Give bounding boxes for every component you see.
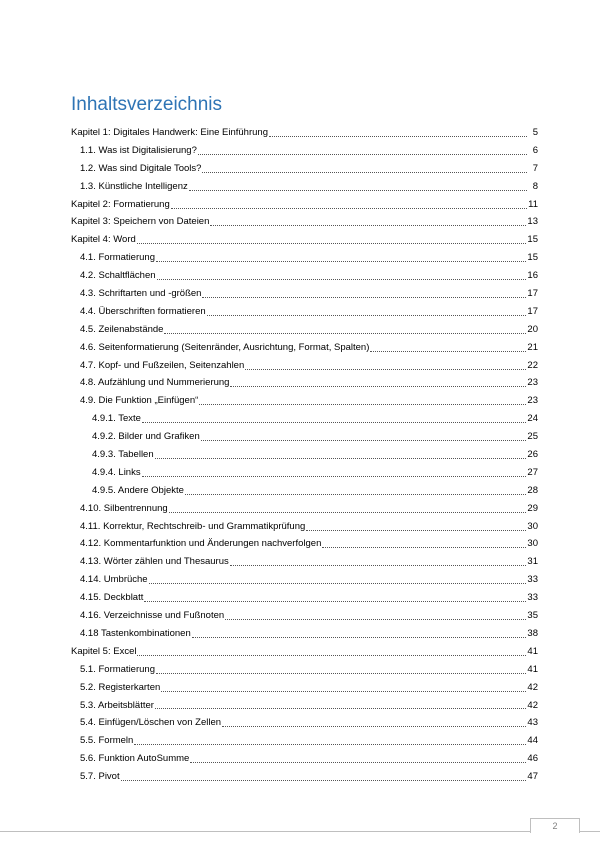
toc-entry-label: 4.9.3. Tabellen <box>92 449 154 461</box>
toc-entry-label: Kapitel 5: Excel <box>71 645 137 657</box>
toc-entry-label: 4.4. Überschriften formatieren <box>80 305 206 317</box>
toc-entry-label: 5.4. Einfügen/Löschen von Zellen <box>80 717 222 729</box>
toc-entry[interactable] <box>71 428 538 446</box>
toc-dot-leader <box>190 761 526 763</box>
page-number: 2 <box>530 818 580 833</box>
toc-dot-leader <box>198 153 527 155</box>
toc-entry-page: 25 <box>527 431 538 443</box>
toc-dot-leader <box>210 224 526 226</box>
toc-dot-leader <box>137 654 526 656</box>
page-title: Inhaltsverzeichnis <box>71 94 223 115</box>
toc-entry-label: 4.2. Schaltflächen <box>80 270 156 282</box>
toc-dot-leader <box>134 743 526 745</box>
toc-entry-page: 30 <box>527 520 538 532</box>
toc-dot-leader <box>230 385 526 387</box>
toc-entry-page: 33 <box>527 592 538 604</box>
toc-entry[interactable] <box>71 697 538 715</box>
toc-entry-page: 22 <box>527 359 538 371</box>
toc-entry[interactable] <box>71 374 538 392</box>
toc-entry-page: 38 <box>527 627 538 639</box>
toc-entry-label: 1.2. Was sind Digitale Tools? <box>80 162 202 174</box>
toc-entry-label: 5.7. Pivot <box>80 771 120 783</box>
toc-entry-page: 21 <box>527 341 538 353</box>
toc-dot-leader <box>155 707 526 709</box>
toc-dot-leader <box>306 529 526 531</box>
toc-dot-leader <box>201 439 527 441</box>
toc-dot-leader <box>207 314 527 316</box>
toc-entry[interactable] <box>71 285 538 303</box>
toc-entry[interactable] <box>71 213 538 231</box>
toc-dot-leader <box>269 135 527 137</box>
toc-entry-label: 4.13. Wörter zählen und Thesaurus <box>80 556 229 568</box>
toc-dot-leader <box>157 278 527 280</box>
toc-entry[interactable] <box>71 321 538 339</box>
toc-entry[interactable] <box>71 446 538 464</box>
toc-entry-page: 17 <box>527 305 538 317</box>
toc-entry-label: 4.9.5. Andere Objekte <box>92 484 184 496</box>
toc-entry[interactable] <box>71 410 538 428</box>
toc-dot-leader <box>144 600 526 602</box>
toc-entry-label: 4.5. Zeilenabstände <box>80 323 164 335</box>
toc-entry-page: 11 <box>528 198 538 210</box>
toc-entry-page: 35 <box>527 610 538 622</box>
toc-entry[interactable] <box>71 553 538 571</box>
table-of-contents <box>71 124 538 786</box>
toc-dot-leader <box>322 546 526 548</box>
toc-entry[interactable] <box>71 339 538 357</box>
toc-entry[interactable] <box>71 571 538 589</box>
toc-entry[interactable] <box>71 124 538 142</box>
toc-dot-leader <box>161 690 526 692</box>
toc-entry-label: 5.1. Formatierung <box>80 663 155 675</box>
toc-entry[interactable] <box>71 661 538 679</box>
toc-entry-label: 1.3. Künstliche Intelligenz <box>80 180 188 192</box>
toc-dot-leader <box>164 332 526 334</box>
toc-entry-label: 4.6. Seitenformatierung (Seitenränder, Ausrichtung, Format, Spalten) <box>80 341 370 353</box>
toc-entry-label: 4.1. Formatierung <box>80 252 155 264</box>
toc-entry[interactable] <box>71 768 538 786</box>
toc-entry-page: 20 <box>527 323 538 335</box>
toc-entry-page: 24 <box>527 413 538 425</box>
toc-entry-page: 42 <box>527 699 538 711</box>
toc-entry-label: 4.8. Aufzählung und Nummerierung <box>80 377 230 389</box>
toc-entry[interactable] <box>71 178 538 196</box>
toc-entry-label: 4.15. Deckblatt <box>80 592 144 604</box>
toc-dot-leader <box>142 421 526 423</box>
toc-dot-leader <box>155 457 527 459</box>
toc-entry-page: 15 <box>527 252 538 264</box>
toc-entry-page: 6 <box>532 144 538 156</box>
toc-entry-page: 30 <box>527 538 538 550</box>
toc-entry-label: Kapitel 4: Word <box>71 234 136 246</box>
toc-entry[interactable] <box>71 303 538 321</box>
toc-dot-leader <box>199 403 526 405</box>
toc-entry-page: 41 <box>527 663 538 675</box>
toc-dot-leader <box>245 368 526 370</box>
toc-entry-page: 46 <box>527 753 538 765</box>
toc-entry-label: 4.9.4. Links <box>92 466 141 478</box>
toc-entry[interactable] <box>71 231 538 249</box>
toc-dot-leader <box>202 171 527 173</box>
toc-dot-leader <box>222 725 526 727</box>
toc-entry[interactable] <box>71 518 538 536</box>
toc-entry-label: 4.9. Die Funktion „Einfügen“ <box>80 395 199 407</box>
toc-entry-label: 4.9.2. Bilder und Grafiken <box>92 431 200 443</box>
toc-entry-label: Kapitel 2: Formatierung <box>71 198 170 210</box>
toc-entry-label: 4.11. Korrektur, Rechtschreib- und Grammatikprüfung <box>80 520 306 532</box>
toc-entry-page: 16 <box>527 270 538 282</box>
toc-entry[interactable] <box>71 643 538 661</box>
toc-entry-page: 43 <box>527 717 538 729</box>
toc-dot-leader <box>192 636 527 638</box>
toc-entry-page: 33 <box>527 574 538 586</box>
toc-entry-page: 17 <box>527 288 538 300</box>
toc-entry-page: 8 <box>532 180 538 192</box>
toc-dot-leader <box>370 350 526 352</box>
toc-entry-label: 4.7. Kopf- und Fußzeilen, Seitenzahlen <box>80 359 245 371</box>
toc-dot-leader <box>137 242 527 244</box>
toc-dot-leader <box>156 672 526 674</box>
toc-entry-page: 23 <box>527 395 538 407</box>
toc-entry-label: 4.14. Umbrüche <box>80 574 148 586</box>
toc-entry-page: 41 <box>527 645 538 657</box>
toc-entry-label: 4.9.1. Texte <box>92 413 141 425</box>
toc-entry-label: 5.2. Registerkarten <box>80 681 161 693</box>
toc-entry[interactable] <box>71 267 538 285</box>
toc-entry[interactable] <box>71 589 538 607</box>
toc-entry[interactable] <box>71 732 538 750</box>
toc-entry[interactable] <box>71 357 538 375</box>
toc-entry[interactable] <box>71 535 538 553</box>
toc-entry-page: 28 <box>527 484 538 496</box>
toc-entry-page: 42 <box>527 681 538 693</box>
toc-dot-leader <box>189 189 527 191</box>
toc-entry[interactable] <box>71 607 538 625</box>
toc-entry[interactable] <box>71 714 538 732</box>
toc-entry-page: 15 <box>527 234 538 246</box>
toc-entry-label: 5.6. Funktion AutoSumme <box>80 753 190 765</box>
toc-dot-leader <box>149 582 527 584</box>
toc-dot-leader <box>156 260 526 262</box>
footer-divider <box>0 831 600 832</box>
toc-entry-label: 5.5. Formeln <box>80 735 134 747</box>
toc-entry[interactable] <box>71 160 538 178</box>
toc-entry-label: 4.3. Schriftarten und -größen <box>80 288 202 300</box>
toc-entry-label: 1.1. Was ist Digitalisierung? <box>80 144 197 156</box>
toc-dot-leader <box>171 207 527 209</box>
toc-entry-label: 5.3. Arbeitsblätter <box>80 699 154 711</box>
toc-entry-label: Kapitel 3: Speichern von Dateien <box>71 216 210 228</box>
toc-entry-page: 44 <box>527 735 538 747</box>
toc-entry-page: 31 <box>527 556 538 568</box>
toc-dot-leader <box>202 296 526 298</box>
toc-dot-leader <box>142 475 527 477</box>
toc-entry-label: Kapitel 1: Digitales Handwerk: Eine Einführung <box>71 127 268 138</box>
toc-entry[interactable] <box>71 249 538 267</box>
toc-entry-page: 27 <box>527 466 538 478</box>
toc-entry[interactable] <box>71 392 538 410</box>
toc-entry[interactable] <box>71 625 538 643</box>
toc-entry[interactable] <box>71 500 538 518</box>
toc-entry-label: 4.10. Silbentrennung <box>80 502 168 514</box>
toc-dot-leader <box>230 564 527 566</box>
toc-dot-leader <box>185 493 527 495</box>
toc-entry[interactable] <box>71 142 538 160</box>
toc-dot-leader <box>169 511 527 513</box>
toc-entry[interactable] <box>71 464 538 482</box>
toc-entry-page: 26 <box>527 449 538 461</box>
toc-entry-page: 23 <box>527 377 538 389</box>
toc-entry[interactable] <box>71 750 538 768</box>
toc-entry-page: 5 <box>532 127 538 138</box>
toc-entry-label: 4.16. Verzeichnisse und Fußnoten <box>80 610 225 622</box>
toc-entry[interactable] <box>71 679 538 697</box>
toc-entry-page: 13 <box>527 216 538 228</box>
toc-entry[interactable] <box>71 482 538 500</box>
toc-entry[interactable] <box>71 196 538 214</box>
toc-entry-page: 47 <box>527 771 538 783</box>
toc-entry-label: 4.18 Tastenkombinationen <box>80 627 191 639</box>
toc-entry-label: 4.12. Kommentarfunktion und Änderungen nachverfolgen <box>80 538 322 550</box>
toc-dot-leader <box>225 618 526 620</box>
toc-entry-page: 7 <box>532 162 538 174</box>
toc-dot-leader <box>121 779 527 781</box>
toc-entry-page: 29 <box>527 502 538 514</box>
